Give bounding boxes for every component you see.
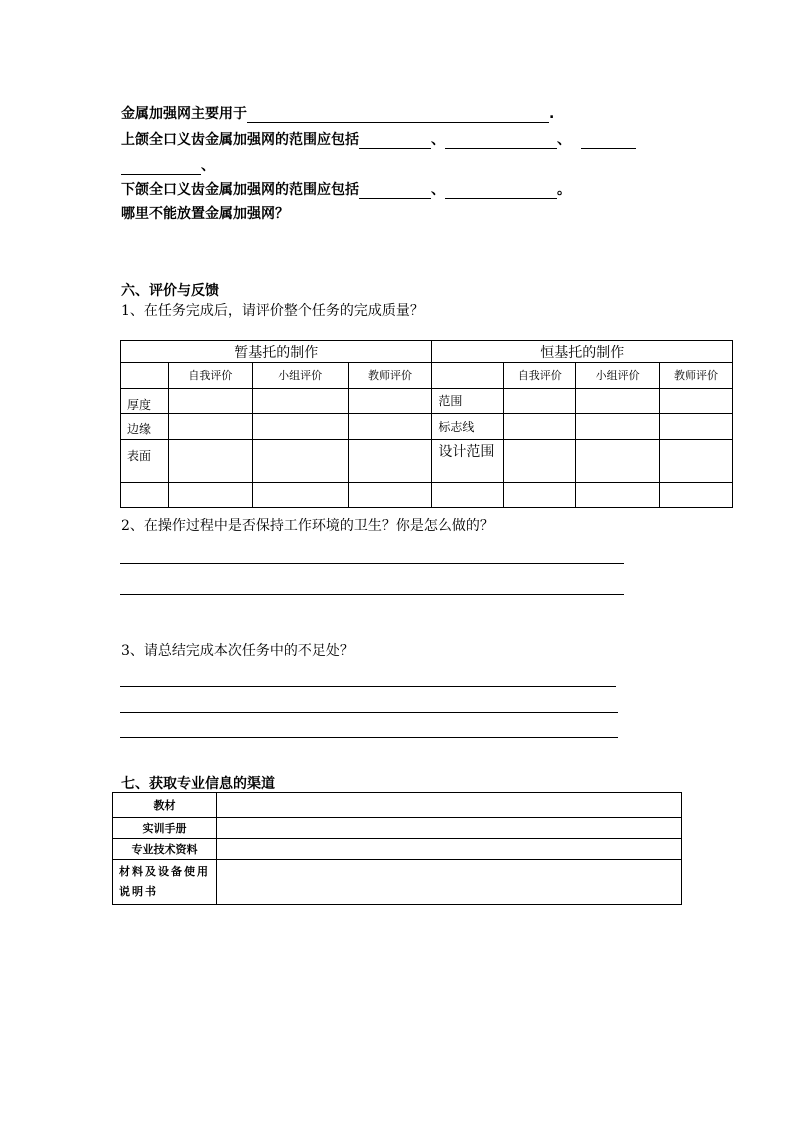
table-header-permanent-base: 恒基托的制作 [432,341,733,363]
row-label-thickness: 厚度 [121,389,169,414]
table-cell[interactable] [168,483,252,508]
channel-value[interactable] [216,793,681,818]
row-label-design-range: 设计范围 [432,440,504,483]
table-cell[interactable] [168,440,252,483]
row-label-surface: 表面 [121,440,169,483]
column-teacher-eval: 教师评价 [348,363,432,389]
question-3: 下颌全口义齿金属加强网的范围应包括 、 。 [121,182,571,198]
table-header-temporary-base: 暂基托的制作 [121,341,432,363]
column-group-eval: 小组评价 [252,363,348,389]
column-group-eval: 小组评价 [576,363,660,389]
channel-value[interactable] [216,839,681,860]
channel-technical-materials: 专业技术资料 [113,839,217,860]
question-4: 哪里不能放置金属加强网？ [121,206,289,222]
table-cell[interactable] [660,483,733,508]
question-2: 上颌全口义齿金属加强网的范围应包括 、 、 [121,129,636,149]
table-cell[interactable] [252,389,348,414]
answer-blank[interactable] [359,184,431,199]
table-cell[interactable] [348,389,432,414]
table-cell[interactable] [576,389,660,414]
table-cell[interactable] [252,483,348,508]
channel-value[interactable] [216,860,681,905]
channel-training-manual: 实训手册 [113,818,217,839]
table-cell[interactable] [252,440,348,483]
table-cell [121,363,169,389]
answer-blank[interactable] [121,160,201,175]
question-2-text: 上颌全口义齿金属加强网的范围应包括 [121,132,359,148]
answer-line[interactable] [120,686,616,687]
table-cell[interactable] [504,440,576,483]
row-label-empty [432,483,504,508]
table-cell[interactable] [168,414,252,440]
table-cell[interactable] [660,414,733,440]
question-2-continued: 、 [121,155,215,175]
table-cell[interactable] [660,389,733,414]
table-cell[interactable] [504,389,576,414]
answer-line[interactable] [120,594,624,595]
section-7-title: 七、获取专业信息的渠道 [121,776,275,792]
column-teacher-eval: 教师评价 [660,363,733,389]
table-cell[interactable] [348,440,432,483]
answer-blank[interactable] [445,184,557,199]
question-1: 金属加强网主要用于 . [121,106,555,122]
column-self-eval: 自我评价 [504,363,576,389]
info-channels-table [112,792,682,905]
table-cell[interactable] [576,483,660,508]
channel-textbook: 教材 [113,793,217,818]
row-label-landmark-line: 标志线 [432,414,504,440]
row-label-range: 范围 [432,389,504,414]
evaluation-question-3: 3、请总结完成本次任务中的不足处？ [121,643,354,659]
answer-line[interactable] [120,563,624,564]
row-label-empty [121,483,169,508]
question-3-text: 下颌全口义齿金属加强网的范围应包括 [121,182,359,198]
answer-blank[interactable] [247,108,549,123]
table-cell[interactable] [348,483,432,508]
column-self-eval: 自我评价 [168,363,252,389]
table-cell [432,363,504,389]
table-cell[interactable] [576,414,660,440]
answer-blank[interactable] [581,134,636,149]
channel-equipment-manual: 材料及设备使用说明书 [113,860,217,905]
section-6-title: 六、评价与反馈 [121,283,219,299]
question-1-text: 金属加强网主要用于 [121,106,247,122]
answer-blank[interactable] [445,134,557,149]
evaluation-question-1: 1、在任务完成后，请评价整个任务的完成质量？ [121,303,424,319]
answer-blank[interactable] [359,134,431,149]
table-cell[interactable] [348,414,432,440]
table-cell[interactable] [252,414,348,440]
table-cell[interactable] [576,440,660,483]
table-cell[interactable] [504,414,576,440]
evaluation-question-2: 2、在操作过程中是否保持工作环境的卫生？你是怎么做的？ [121,518,494,534]
row-label-edge: 边缘 [121,414,169,440]
evaluation-table [120,340,733,508]
table-cell[interactable] [168,389,252,414]
channel-value[interactable] [216,818,681,839]
table-cell[interactable] [660,440,733,483]
answer-line[interactable] [120,712,618,713]
answer-line[interactable] [120,737,618,738]
table-cell[interactable] [504,483,576,508]
